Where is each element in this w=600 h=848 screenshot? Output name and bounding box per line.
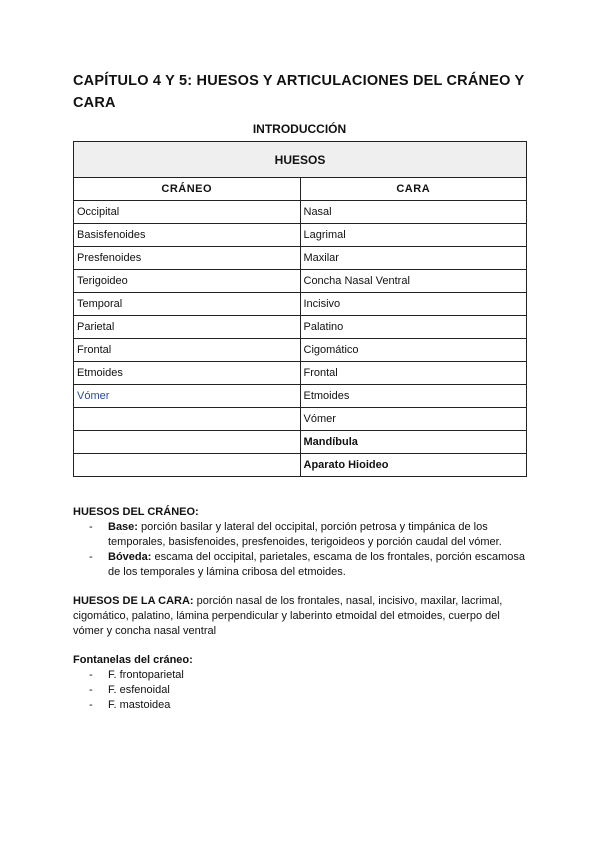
craneo-cell: Basisfenoides [74,224,301,247]
list-item [73,550,533,580]
intro-heading: INTRODUCCIÓN [252,122,347,136]
table-row [74,201,527,224]
craneo-heading: HUESOS DEL CRÁNEO: [73,506,199,518]
cara-cell: Aparato Hioideo [300,454,527,477]
list-item [73,668,533,683]
dash-bullet: - [89,521,93,533]
dash-bullet: - [89,699,93,711]
cara-cell: Maxilar [300,247,527,270]
item-text: F. frontoparietal [108,669,184,681]
list-item [73,698,533,713]
item-text: porción basilar y lateral del occipital, porción petrosa y timpánica de los temporales, basisfenoides, presfenoides, terigoideos y porción caudal del vómer. [108,521,502,548]
column-header-craneo: CRÁNEO [74,178,301,201]
item-text: F. mastoidea [108,699,171,711]
table-row [74,362,527,385]
item-label: Bóveda: [108,551,152,563]
cara-cell: Incisivo [300,293,527,316]
cara-text: porción nasal de los frontales, nasal, incisivo, maxilar, lacrimal, cigomático, palatino, lámina perpendicular y laberinto etmoidal del etmoides, cuerpo del vómer y concha nasal ventral [73,595,503,637]
table-row [74,408,527,431]
column-header-cara: CARA [300,178,527,201]
craneo-cell: Frontal [74,339,301,362]
item-label: Base: [108,521,138,533]
dash-bullet: - [89,551,93,563]
list-item [73,520,533,550]
table-row [74,339,527,362]
fontanelas-heading: Fontanelas del cráneo: [73,654,193,666]
cara-cell: Etmoides [300,385,527,408]
cara-cell: Frontal [300,362,527,385]
table-row [74,293,527,316]
table-row [74,316,527,339]
craneo-cell [74,454,301,477]
list-item [73,683,533,698]
item-text: F. esfenoidal [108,684,170,696]
table-header-huesos: HUESOS [74,142,527,178]
craneo-cell: Etmoides [74,362,301,385]
craneo-cell: Parietal [74,316,301,339]
craneo-list [73,520,533,580]
fontanelas-section [73,653,533,713]
craneo-cell: Temporal [74,293,301,316]
cara-cell: Mandíbula [300,431,527,454]
table-row [74,247,527,270]
craneo-section [73,505,533,580]
bones-table [73,141,527,477]
table-row [74,385,527,408]
craneo-cell: Terigoideo [74,270,301,293]
craneo-cell [74,431,301,454]
cara-cell: Lagrimal [300,224,527,247]
craneo-cell: Presfenoides [74,247,301,270]
dash-bullet: - [89,684,93,696]
craneo-cell: Occipital [74,201,301,224]
cara-section [73,594,533,639]
item-text: escama del occipital, parietales, escama de los frontales, porción escamosa de los temporales y lámina cribosa del etmoides. [108,551,525,578]
table-row [74,224,527,247]
dash-bullet: - [89,669,93,681]
cara-cell: Vómer [300,408,527,431]
table-row [74,431,527,454]
fontanelas-list [73,668,533,713]
cara-cell: Concha Nasal Ventral [300,270,527,293]
craneo-cell [74,408,301,431]
cara-cell: Cigomático [300,339,527,362]
table-row [74,270,527,293]
cara-cell: Palatino [300,316,527,339]
table-row [74,454,527,477]
cara-cell: Nasal [300,201,527,224]
craneo-cell: Vómer [74,385,301,408]
cara-heading: HUESOS DE LA CARA: [73,595,194,607]
page-title: CAPÍTULO 4 Y 5: HUESOS Y ARTICULACIONES DEL CRÁNEO Y CARA [73,73,525,111]
